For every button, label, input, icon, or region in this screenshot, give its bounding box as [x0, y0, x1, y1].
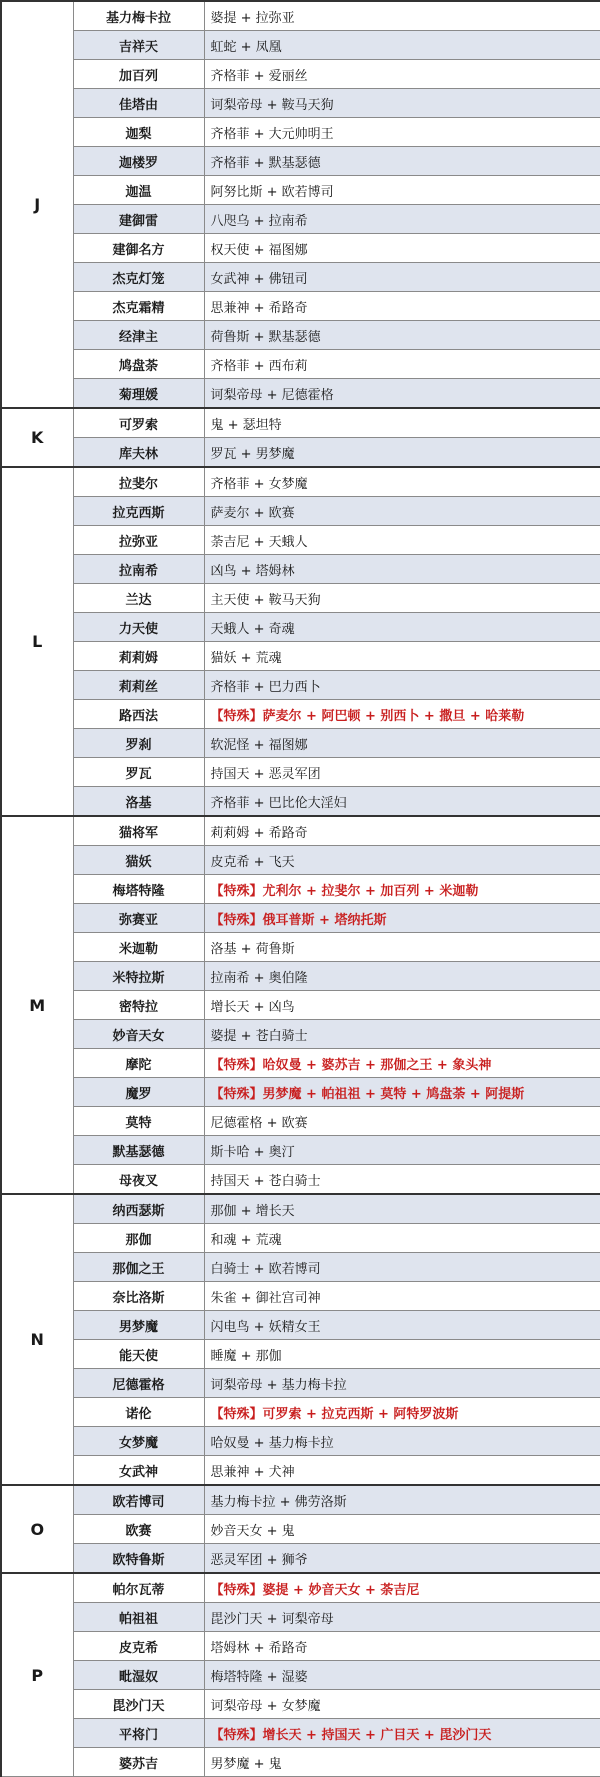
- table-row: [1, 234, 600, 263]
- table-row: [1, 846, 600, 875]
- demon-name: 拉克西斯: [73, 497, 204, 526]
- fusion-recipe: 罗瓦 + 男梦魔: [204, 438, 600, 468]
- demon-name: 尼德霍格: [73, 1369, 204, 1398]
- table-row: [1, 991, 600, 1020]
- table-row: [1, 642, 600, 671]
- demon-name: 罗刹: [73, 729, 204, 758]
- table-row: [1, 962, 600, 991]
- fusion-recipe: 女武神 + 佛钮司: [204, 263, 600, 292]
- fusion-recipe: 婆提 + 拉弥亚: [204, 1, 600, 31]
- demon-name: 迦楼罗: [73, 147, 204, 176]
- table-row: [1, 60, 600, 89]
- fusion-recipe: 齐格菲 + 默基瑟德: [204, 147, 600, 176]
- fusion-recipe: 齐格菲 + 大元帅明王: [204, 118, 600, 147]
- fusion-recipe: 诃梨帝母 + 女梦魔: [204, 1690, 600, 1719]
- fusion-recipe: 基力梅卡拉 + 佛劳洛斯: [204, 1485, 600, 1515]
- table-row: [1, 1165, 600, 1195]
- demon-name: 皮克希: [73, 1632, 204, 1661]
- fusion-recipe: 妙音天女 + 鬼: [204, 1515, 600, 1544]
- table-row: [1, 816, 600, 846]
- table-row: [1, 1456, 600, 1486]
- table-row: [1, 1136, 600, 1165]
- demon-name: 杰克霜精: [73, 292, 204, 321]
- table-row: [1, 1748, 600, 1777]
- table-row: [1, 1107, 600, 1136]
- table-row: [1, 321, 600, 350]
- group-letter: J: [1, 1, 73, 408]
- fusion-recipe: 荷鲁斯 + 默基瑟德: [204, 321, 600, 350]
- special-fusion-recipe: 【特殊】尤利尔 + 拉斐尔 + 加百列 + 米迦勒: [204, 875, 600, 904]
- fusion-recipe: 增长天 + 凶鸟: [204, 991, 600, 1020]
- demon-name: 兰达: [73, 584, 204, 613]
- demon-name: 力天使: [73, 613, 204, 642]
- demon-name: 建御名方: [73, 234, 204, 263]
- table-row: [1, 729, 600, 758]
- demon-name: 猫将军: [73, 816, 204, 846]
- table-row: [1, 671, 600, 700]
- fusion-recipe: 萨麦尔 + 欧赛: [204, 497, 600, 526]
- table-row: [1, 933, 600, 962]
- table-row: [1, 758, 600, 787]
- table-row: [1, 1253, 600, 1282]
- table-row: [1, 1690, 600, 1719]
- demon-name: 女梦魔: [73, 1427, 204, 1456]
- demon-name: 女武神: [73, 1456, 204, 1486]
- demon-name: 猫妖: [73, 846, 204, 875]
- demon-name: 平将门: [73, 1719, 204, 1748]
- demon-name: 米迦勒: [73, 933, 204, 962]
- fusion-recipe: 齐格菲 + 西布莉: [204, 350, 600, 379]
- table-row: [1, 875, 600, 904]
- table-row: [1, 438, 600, 468]
- table-row: [1, 1427, 600, 1456]
- demon-name: 梅塔特隆: [73, 875, 204, 904]
- fusion-recipe: 和魂 + 荒魂: [204, 1224, 600, 1253]
- demon-name: 米特拉斯: [73, 962, 204, 991]
- demon-name: 诺伦: [73, 1398, 204, 1427]
- special-fusion-recipe: 【特殊】萨麦尔 + 阿巴顿 + 别西卜 + 撒旦 + 哈莱勒: [204, 700, 600, 729]
- table-row: [1, 1049, 600, 1078]
- fusion-recipe: 主天使 + 鞍马天狗: [204, 584, 600, 613]
- table-row: [1, 1078, 600, 1107]
- table-row: [1, 1719, 600, 1748]
- demon-name: 密特拉: [73, 991, 204, 1020]
- demon-name: 魔罗: [73, 1078, 204, 1107]
- fusion-recipe: 梅塔特隆 + 湿婆: [204, 1661, 600, 1690]
- demon-name: 拉弥亚: [73, 526, 204, 555]
- table-row: [1, 31, 600, 60]
- group-letter: K: [1, 408, 73, 467]
- table-row: [1, 89, 600, 118]
- group-letter: P: [1, 1573, 73, 1777]
- demon-name: 帕尔瓦蒂: [73, 1573, 204, 1603]
- fusion-recipe: 塔姆林 + 希路奇: [204, 1632, 600, 1661]
- demon-name: 那伽之王: [73, 1253, 204, 1282]
- table-row: [1, 350, 600, 379]
- demon-name: 欧特鲁斯: [73, 1544, 204, 1574]
- table-row: [1, 1, 600, 31]
- demon-name: 婆苏吉: [73, 1748, 204, 1777]
- demon-name: 那伽: [73, 1224, 204, 1253]
- table-row: [1, 1224, 600, 1253]
- table-row: [1, 584, 600, 613]
- demon-name: 迦梨: [73, 118, 204, 147]
- fusion-recipe: 八咫乌 + 拉南希: [204, 205, 600, 234]
- table-row: [1, 118, 600, 147]
- table-row: [1, 497, 600, 526]
- group-letter: L: [1, 467, 73, 816]
- special-fusion-recipe: 【特殊】可罗索 + 拉克西斯 + 阿特罗波斯: [204, 1398, 600, 1427]
- table-row: [1, 176, 600, 205]
- fusion-recipe: 哈奴曼 + 基力梅卡拉: [204, 1427, 600, 1456]
- fusion-recipe: 斯卡哈 + 奥汀: [204, 1136, 600, 1165]
- table-row: [1, 526, 600, 555]
- table-row: [1, 1661, 600, 1690]
- special-fusion-recipe: 【特殊】男梦魔 + 帕祖祖 + 莫特 + 鸠盘荼 + 阿提斯: [204, 1078, 600, 1107]
- table-row: [1, 700, 600, 729]
- demon-name: 能天使: [73, 1340, 204, 1369]
- table-row: [1, 147, 600, 176]
- fusion-recipe: 朱雀 + 御社宫司神: [204, 1282, 600, 1311]
- demon-name: 拉南希: [73, 555, 204, 584]
- fusion-recipe: 天蛾人 + 奇魂: [204, 613, 600, 642]
- group-letter: O: [1, 1485, 73, 1573]
- demon-name: 吉祥天: [73, 31, 204, 60]
- demon-name: 菊理媛: [73, 379, 204, 409]
- fusion-recipe: 虹蛇 + 凤凰: [204, 31, 600, 60]
- fusion-recipe: 尼德霍格 + 欧赛: [204, 1107, 600, 1136]
- fusion-recipe: 阿努比斯 + 欧若博司: [204, 176, 600, 205]
- table-row: [1, 1573, 600, 1603]
- fusion-recipe: 诃梨帝母 + 基力梅卡拉: [204, 1369, 600, 1398]
- fusion-recipe: 思兼神 + 犬神: [204, 1456, 600, 1486]
- table-row: [1, 787, 600, 817]
- demon-name: 毗湿奴: [73, 1661, 204, 1690]
- demon-name: 毘沙门天: [73, 1690, 204, 1719]
- fusion-recipe: 拉南希 + 奥伯隆: [204, 962, 600, 991]
- demon-name: 默基瑟德: [73, 1136, 204, 1165]
- table-row: [1, 1369, 600, 1398]
- demon-name: 男梦魔: [73, 1311, 204, 1340]
- fusion-recipe: 莉莉姆 + 希路奇: [204, 816, 600, 846]
- demon-name: 洛基: [73, 787, 204, 817]
- demon-name: 奈比洛斯: [73, 1282, 204, 1311]
- fusion-table-body: [1, 1, 600, 1777]
- table-row: [1, 555, 600, 584]
- demon-name: 弥赛亚: [73, 904, 204, 933]
- demon-name: 库夫林: [73, 438, 204, 468]
- table-row: [1, 292, 600, 321]
- fusion-recipe: 那伽 + 增长天: [204, 1194, 600, 1224]
- fusion-recipe: 皮克希 + 飞天: [204, 846, 600, 875]
- fusion-recipe: 权天使 + 福图娜: [204, 234, 600, 263]
- demon-name: 拉斐尔: [73, 467, 204, 497]
- special-fusion-recipe: 【特殊】俄耳普斯 + 塔纳托斯: [204, 904, 600, 933]
- demon-name: 母夜叉: [73, 1165, 204, 1195]
- table-row: [1, 1398, 600, 1427]
- table-row: [1, 1020, 600, 1049]
- fusion-recipe: 睡魔 + 那伽: [204, 1340, 600, 1369]
- special-fusion-recipe: 【特殊】增长天 + 持国天 + 广目天 + 毘沙门天: [204, 1719, 600, 1748]
- fusion-recipe: 凶鸟 + 塔姆林: [204, 555, 600, 584]
- table-row: [1, 379, 600, 409]
- fusion-recipe: 毘沙门天 + 诃梨帝母: [204, 1603, 600, 1632]
- fusion-recipe: 鬼 + 瑟坦特: [204, 408, 600, 438]
- fusion-recipe: 诃梨帝母 + 鞍马天狗: [204, 89, 600, 118]
- fusion-recipe: 闪电鸟 + 妖精女王: [204, 1311, 600, 1340]
- demon-name: 莫特: [73, 1107, 204, 1136]
- table-row: [1, 467, 600, 497]
- demon-name: 基力梅卡拉: [73, 1, 204, 31]
- group-letter: N: [1, 1194, 73, 1485]
- table-row: [1, 904, 600, 933]
- demon-name: 罗瓦: [73, 758, 204, 787]
- fusion-recipe: 婆提 + 苍白骑士: [204, 1020, 600, 1049]
- fusion-recipe: 软泥怪 + 福图娜: [204, 729, 600, 758]
- special-fusion-recipe: 【特殊】哈奴曼 + 婆苏吉 + 那伽之王 + 象头神: [204, 1049, 600, 1078]
- demon-name: 路西法: [73, 700, 204, 729]
- demon-name: 莉莉姆: [73, 642, 204, 671]
- table-row: [1, 613, 600, 642]
- table-row: [1, 1282, 600, 1311]
- fusion-recipe: 男梦魔 + 鬼: [204, 1748, 600, 1777]
- fusion-recipe: 猫妖 + 荒魂: [204, 642, 600, 671]
- table-row: [1, 205, 600, 234]
- table-row: [1, 1515, 600, 1544]
- demon-name: 莉莉丝: [73, 671, 204, 700]
- demon-name: 欧若博司: [73, 1485, 204, 1515]
- fusion-recipe: 荼吉尼 + 天蛾人: [204, 526, 600, 555]
- demon-name: 欧赛: [73, 1515, 204, 1544]
- demon-name: 鸠盘荼: [73, 350, 204, 379]
- table-row: [1, 263, 600, 292]
- demon-name: 经津主: [73, 321, 204, 350]
- table-row: [1, 1485, 600, 1515]
- demon-name: 迦温: [73, 176, 204, 205]
- demon-name: 帕祖祖: [73, 1603, 204, 1632]
- table-row: [1, 1544, 600, 1574]
- fusion-recipe: 思兼神 + 希路奇: [204, 292, 600, 321]
- demon-name: 纳西瑟斯: [73, 1194, 204, 1224]
- fusion-recipe: 持国天 + 恶灵军团: [204, 758, 600, 787]
- fusion-recipe: 持国天 + 苍白骑士: [204, 1165, 600, 1195]
- table-row: [1, 1194, 600, 1224]
- demon-name: 摩陀: [73, 1049, 204, 1078]
- demon-name: 建御雷: [73, 205, 204, 234]
- table-row: [1, 1632, 600, 1661]
- fusion-recipe: 洛基 + 荷鲁斯: [204, 933, 600, 962]
- demon-name: 可罗索: [73, 408, 204, 438]
- table-row: [1, 408, 600, 438]
- demon-name: 杰克灯笼: [73, 263, 204, 292]
- group-letter: M: [1, 816, 73, 1194]
- table-row: [1, 1311, 600, 1340]
- fusion-recipe: 齐格菲 + 女梦魔: [204, 467, 600, 497]
- table-row: [1, 1603, 600, 1632]
- fusion-recipe: 恶灵军团 + 狮爷: [204, 1544, 600, 1574]
- table-row: [1, 1340, 600, 1369]
- demon-name: 妙音天女: [73, 1020, 204, 1049]
- fusion-recipe: 齐格菲 + 巴力西卜: [204, 671, 600, 700]
- demon-name: 加百列: [73, 60, 204, 89]
- fusion-recipe: 齐格菲 + 巴比伦大淫妇: [204, 787, 600, 817]
- demon-name: 佳塔由: [73, 89, 204, 118]
- special-fusion-recipe: 【特殊】婆提 + 妙音天女 + 荼吉尼: [204, 1573, 600, 1603]
- fusion-recipe: 诃梨帝母 + 尼德霍格: [204, 379, 600, 409]
- fusion-recipe: 白骑士 + 欧若博司: [204, 1253, 600, 1282]
- fusion-recipe: 齐格菲 + 爱丽丝: [204, 60, 600, 89]
